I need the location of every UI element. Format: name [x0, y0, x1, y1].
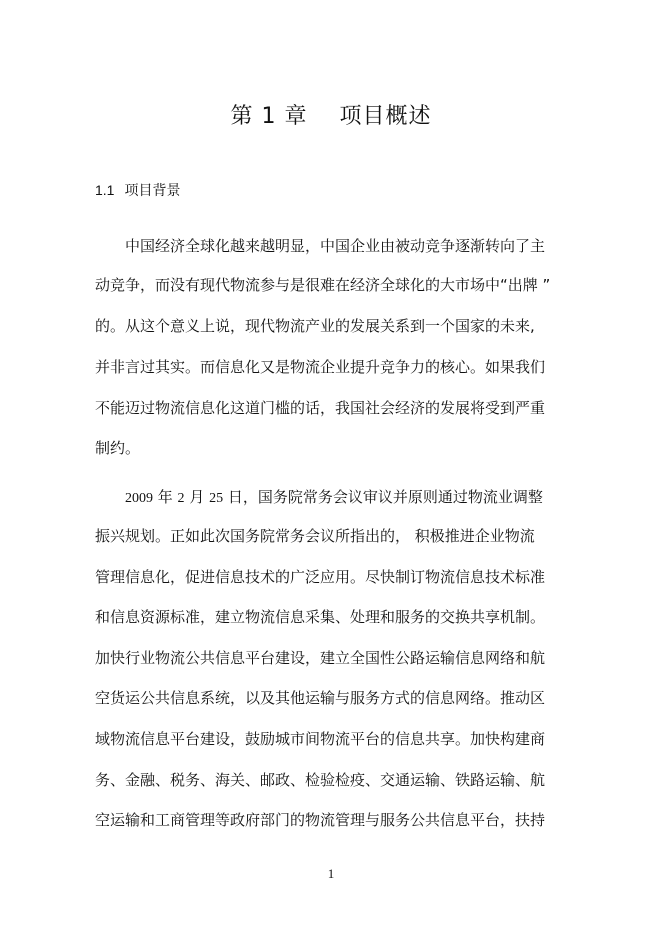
paragraph-1-line-4: 并非言过其实。而信息化又是物流企业提升竞争力的核心。如果我们 [95, 358, 546, 376]
paragraph-2-line-1 [125, 486, 543, 508]
paragraph-2-line-7: 域物流信息平台建设，鼓励城市间物流平台的信息共享。加快构建商 [95, 730, 546, 748]
date-year-unit: 年 [153, 488, 178, 506]
date-month-unit: 月 [184, 488, 210, 506]
paragraph-1-line-1: 中国经济全球化越来越明显，中国企业由被动竞争逐渐转向了主 [125, 237, 546, 255]
date-day: 25 [209, 491, 224, 506]
page-number: 1 [327, 866, 335, 881]
paragraph-1-line-6: 制约。 [95, 439, 141, 457]
paragraph-2-line-1-text: 日，国务院常务会议审议并原则通过物流业调整 [223, 488, 543, 506]
section-number: 1.1 [95, 182, 115, 198]
section-title: 项目背景 [124, 183, 181, 199]
date-year: 2009 [125, 491, 153, 506]
paragraph-2-line-3: 管理信息化，促进信息技术的广泛应用。尽快制订物流信息技术标准 [95, 568, 546, 586]
paragraph-2-line-8: 务、金融、税务、海关、邮政、检验检疫、交通运输、铁路运输、航 [95, 771, 546, 789]
chapter-title: 第 1 章 项目概述 [230, 104, 432, 129]
paragraph-2-line-5: 加快行业物流公共信息平台建设，建立全国性公路运输信息网络和航 [95, 649, 546, 667]
paragraph-1-line-2: 动竞争，而没有现代物流参与是很难在经济全球化的大市场中“出牌 ” [95, 276, 551, 294]
paragraph-2-line-4: 和信息资源标准，建立物流信息采集、处理和服务的交换共享机制。 [95, 608, 546, 626]
paragraph-2-line-9: 空运输和工商管理等政府部门的物流管理与服务公共信息平台，扶持 [95, 811, 546, 829]
paragraph-1-line-3: 的。从这个意义上说，现代物流产业的发展关系到一个国家的未来, [95, 317, 535, 335]
section-heading [95, 180, 180, 200]
paragraph-1-line-5: 不能迈过物流信息化这道门槛的话，我国社会经济的发展将受到严重 [95, 399, 546, 417]
date-month: 2 [177, 491, 185, 506]
paragraph-2-line-2: 振兴规划。正如此次国务院常务会议所指出的， 积极推进企业物流 [95, 527, 535, 545]
paragraph-2-line-6: 空货运公共信息系统，以及其他运输与服务方式的信息网络。推动区 [95, 689, 546, 707]
